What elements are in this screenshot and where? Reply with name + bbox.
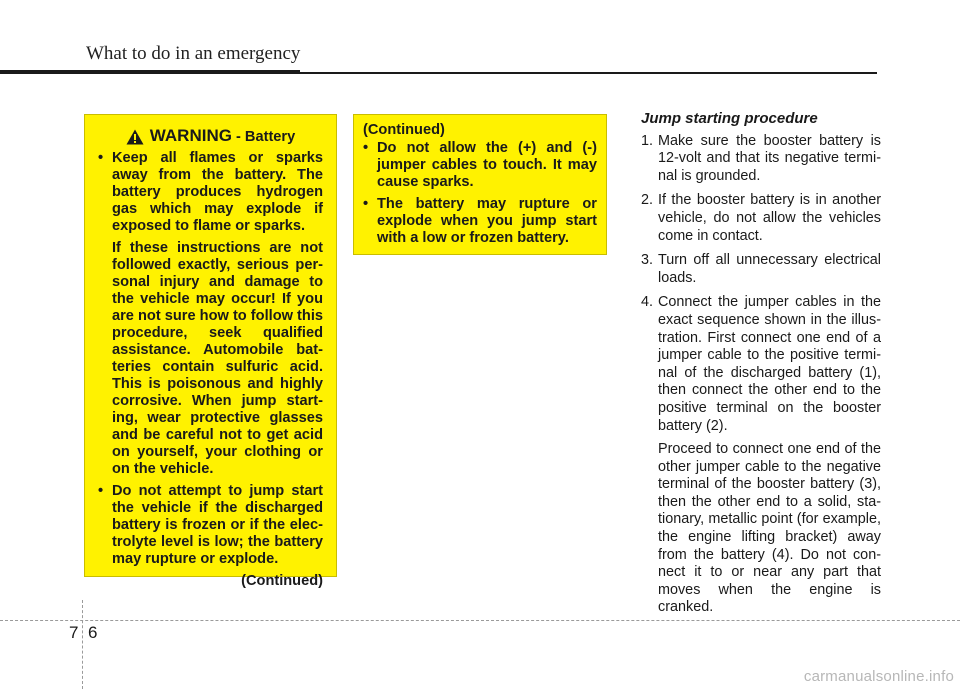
footer-divider [0,620,960,621]
warning-triangle-icon [126,129,144,145]
procedure-step-continuation: Proceed to connect one end of the other jumper cable to the negative terminal of the booster battery (3), then the other end to a solid, sta-tionary, metallic point (for example, the engine lifting bracket) away from the battery (4). Do not con-nect it to or near any part that moves when the engine is cranked. [658,441,881,616]
warning-bullet: • Do not attempt to jump start the vehicle if the discharged battery is frozen or if the elec-trolyte level is low; the battery may rupture or explode. [98,483,323,567]
watermark: carmanualsonline.info [803,668,954,685]
procedure-step: 4. Connect the jumper cables in the exact sequence shown in the illus-tration. First connect one end of a jumper cable to the positive termi-nal of the discharged battery (1), then connect the other end to the positive terminal on the booster battery (2). [641,294,881,434]
continued-label: (Continued) [241,573,323,589]
warning-box [84,114,337,589]
procedure-step: 2. If the booster battery is in another vehicle, do not allow the vehicles come in contact. [641,192,881,244]
continued-label: (Continued) [363,122,445,138]
procedure-step: 1. Make sure the booster battery is 12-volt and that its negative termi-nal is grounded. [641,132,881,184]
warning-bullet: • Keep all flames or sparks away from the battery. The battery produces hydrogen gas which may explode if exposed to flame or sparks. [98,150,323,234]
header-rule-thin [300,72,877,74]
procedure-section [641,110,881,617]
procedure-heading: Jump starting procedure [641,110,818,127]
chapter-number: 7 [69,623,79,642]
header-rule [0,70,300,74]
warning-bullet: • The battery may rupture or explode when you jump start with a low or frozen battery. [363,196,597,246]
page-number: 6 [88,623,98,642]
footer-vertical-divider [82,600,83,689]
page-header-title: What to do in an emergency [86,43,301,64]
continued-warning-box [353,114,607,255]
warning-paragraph: If these instructions are not followed exactly, serious per-sonal injury and damage to the vehicle may occur! If you are not sure how to follow this procedure, seek qualified assistance. Automobile bat-teries contain sulfuric acid. This is poisonous and highly corrosive. When jump start-ing, wear protective glasses and be careful not to get acid on yourself, your clothing or on the vehicle. [112,240,323,477]
warning-bullet: • Do not allow the (+) and (-) jumper cables to touch. It may cause sparks. [363,140,597,190]
procedure-step: 3. Turn off all unnecessary electrical loads. [641,252,881,286]
warning-heading [98,127,323,146]
warning-word: WARNING [149,126,232,145]
warning-subject: - Battery [231,129,296,145]
